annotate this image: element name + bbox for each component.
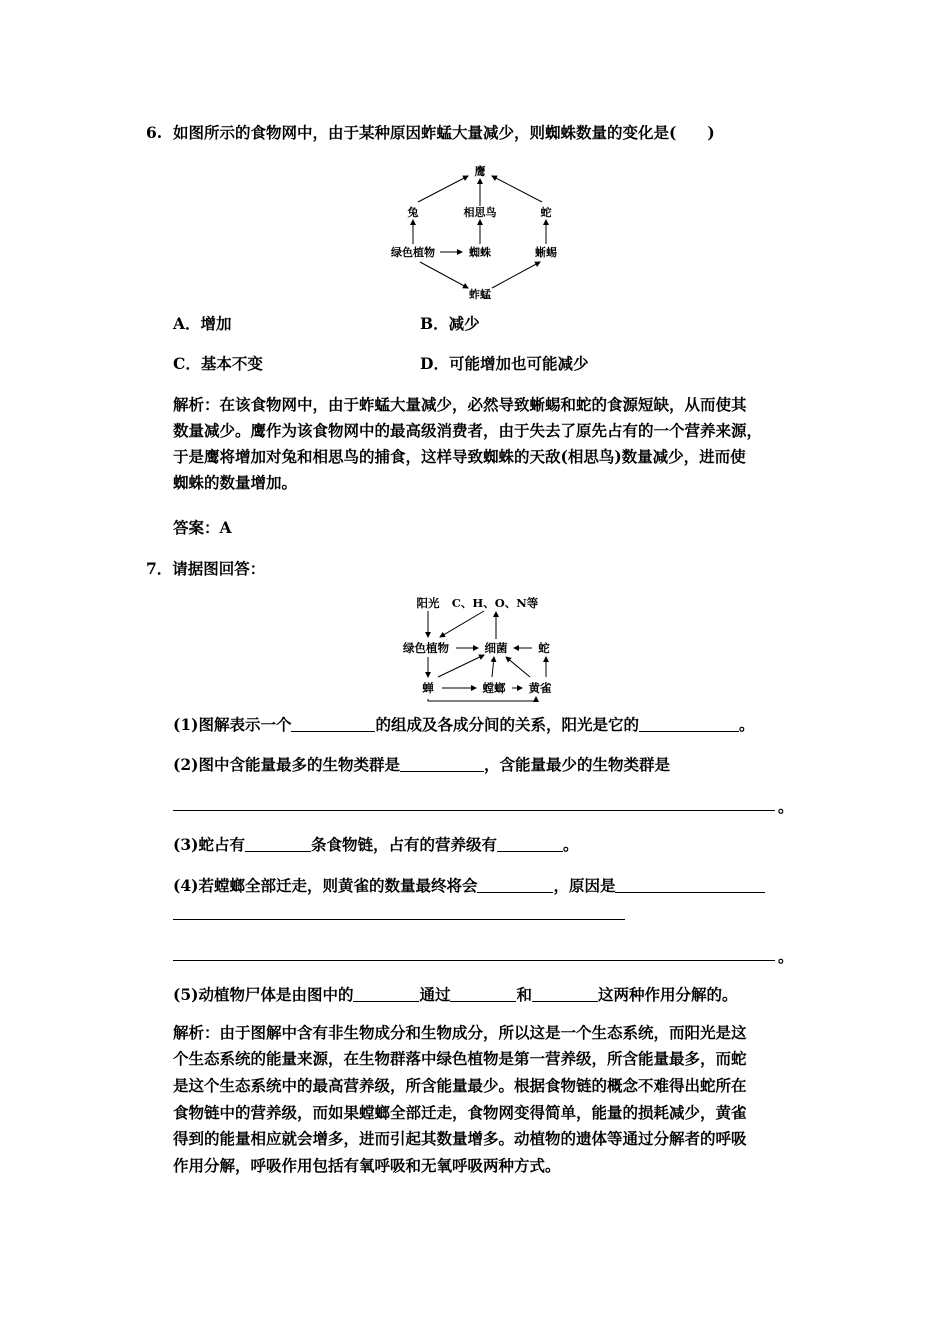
node-eagle: 鹰 (474, 165, 486, 178)
arrow-grasshopper-lizard (492, 262, 540, 288)
node-mantis: 螳螂 (482, 681, 506, 695)
node-snake: 蛇 (538, 641, 550, 655)
q6-analysis-line-4: 蜘蛛的数量增加。 (173, 473, 298, 492)
q7-sub1-text-c: 。 (738, 715, 755, 734)
q7-title: 7．请据图回答： (146, 559, 266, 578)
node-spider: 蜘蛛 (469, 246, 491, 259)
node-oriole: 黄雀 (528, 681, 552, 695)
option-d: D．可能增加也可能减少 (420, 354, 589, 373)
option-a: A．增加 (173, 314, 232, 333)
q6-stem (146, 122, 715, 144)
q7-sub1-text-a: (1)图解表示一个 (173, 715, 292, 734)
q7-sub5-text-b: 通过 (419, 985, 451, 1004)
answer-blank-4d[interactable] (173, 960, 775, 961)
answer-blank-2a[interactable] (400, 756, 484, 772)
node-cicada: 蝉 (422, 681, 434, 695)
node-plant: 绿色植物 (403, 641, 449, 655)
q7-analysis-line-3: 是这个生态系统中的最高营养级，所含能量最少。根据食物链的概念不难得出蛇所在 (173, 1076, 747, 1095)
q7-analysis-line-4: 食物链中的营养级，而如果螳螂全部迁走，食物网变得简单，能量的损耗减少，黄雀 (173, 1103, 747, 1122)
node-sun: 阳光 (416, 596, 440, 610)
q6-answer: 答案：A (173, 518, 232, 537)
answer-blank-4c[interactable] (173, 919, 625, 920)
arrow-elements-plant (440, 611, 484, 637)
q7-sub4 (173, 875, 765, 897)
arrow-rabbit-eagle (418, 176, 468, 202)
arrow-mantis-bacteria (492, 657, 494, 677)
answer-blank-1a[interactable] (291, 716, 375, 732)
q7-ecosystem-diagram (392, 593, 572, 705)
q7-sub5 (173, 984, 738, 1006)
arrow-oriole-bacteria (506, 657, 530, 677)
arrow-snake-eagle (492, 176, 542, 202)
q7-sub5-text-c: 和 (516, 985, 532, 1004)
q6-food-web-diagram (380, 160, 580, 305)
answer-blank-3a[interactable] (245, 836, 311, 852)
q7-sub1-text-b: 的组成及各成分间的关系，阳光是它的 (375, 715, 639, 734)
q7-sub5-text-d: 这两种作用分解的。 (598, 985, 738, 1004)
q7-sub2-text-b: ，含能量最少的生物类群是 (483, 755, 670, 774)
q7-analysis-line-6: 作用分解，呼吸作用包括有氧呼吸和无氧呼吸两种方式。 (173, 1156, 561, 1175)
q7-sub4-text-b: ，原因是 (553, 876, 616, 895)
arrow-cicada-bacteria (438, 655, 484, 677)
arrow-plant-grasshopper (420, 262, 468, 288)
q7-sub3 (173, 834, 578, 856)
node-snake: 蛇 (540, 206, 552, 219)
arrow-cicada-oriole (428, 697, 536, 701)
q6-analysis-line-3: 于是鹰将增加对兔和相思鸟的捕食，这样导致蜘蛛的天敌(相思鸟)数量减少，进而使 (173, 447, 746, 466)
q7-analysis-line-1: 解析：由于图解中含有非生物成分和生物成分，所以这是一个生态系统，而阳光是这 (173, 1023, 747, 1042)
q6-stem-text: 如图所示的食物网中，由于某种原因蚱蜢大量减少，则蜘蛛数量的变化是( ) (172, 123, 715, 142)
answer-blank-5a[interactable] (353, 986, 419, 1002)
q6-analysis-line-2: 数量减少。鹰作为该食物网中的最高级消费者，由于失去了原先占有的一个营养来源， (173, 421, 763, 440)
q7-sub3-text-a: (3)蛇占有 (173, 835, 245, 854)
answer-blank-2b[interactable] (173, 810, 775, 811)
option-b: B．减少 (420, 314, 480, 333)
q7-sub3-text-c: 。 (562, 835, 579, 854)
answer-blank-5c[interactable] (532, 986, 598, 1002)
answer-blank-4b[interactable] (615, 877, 765, 893)
q7-sub5-text-a: (5)动植物尸体是由图中的 (173, 985, 354, 1004)
q7-sub2-end: 。 (778, 797, 794, 816)
q7-analysis-line-5: 得到的能量相应就会增多，进而引起其数量增多。动植物的遗体等通过分解者的呼吸 (173, 1129, 747, 1148)
node-elements: C、H、O、N等 (451, 596, 539, 610)
q7-sub4-end: 。 (778, 947, 794, 966)
q7-sub3-text-b: 条食物链，占有的营养级有 (310, 835, 497, 854)
answer-blank-3b[interactable] (497, 836, 563, 852)
q7-sub2 (173, 754, 670, 776)
q6-analysis-line-1: 解析：在该食物网中，由于蚱蜢大量减少，必然导致蜥蜴和蛇的食源短缺，从而使其 (173, 395, 747, 414)
node-plant: 绿色植物 (391, 246, 435, 259)
q6-number: 6. (146, 123, 163, 142)
q7-sub1 (173, 714, 754, 736)
q7-analysis-line-2: 个生态系统的能量来源，在生物群落中绿色植物是第一营养级，所含能量最多，而蛇 (173, 1049, 747, 1068)
answer-blank-5b[interactable] (450, 986, 516, 1002)
node-bacteria: 细菌 (484, 641, 508, 655)
node-bird: 相思鸟 (463, 206, 497, 219)
answer-blank-1b[interactable] (639, 716, 739, 732)
answer-blank-4a[interactable] (477, 877, 553, 893)
node-grasshopper: 蚱蜢 (469, 288, 491, 301)
node-rabbit: 兔 (407, 206, 419, 219)
q7-sub2-text-a: (2)图中含能量最多的生物类群是 (173, 755, 400, 774)
q7-sub4-text-a: (4)若螳螂全部迁走，则黄雀的数量最终将会 (173, 876, 478, 895)
option-c: C．基本不变 (173, 354, 263, 373)
node-lizard: 蜥蜴 (535, 246, 557, 259)
